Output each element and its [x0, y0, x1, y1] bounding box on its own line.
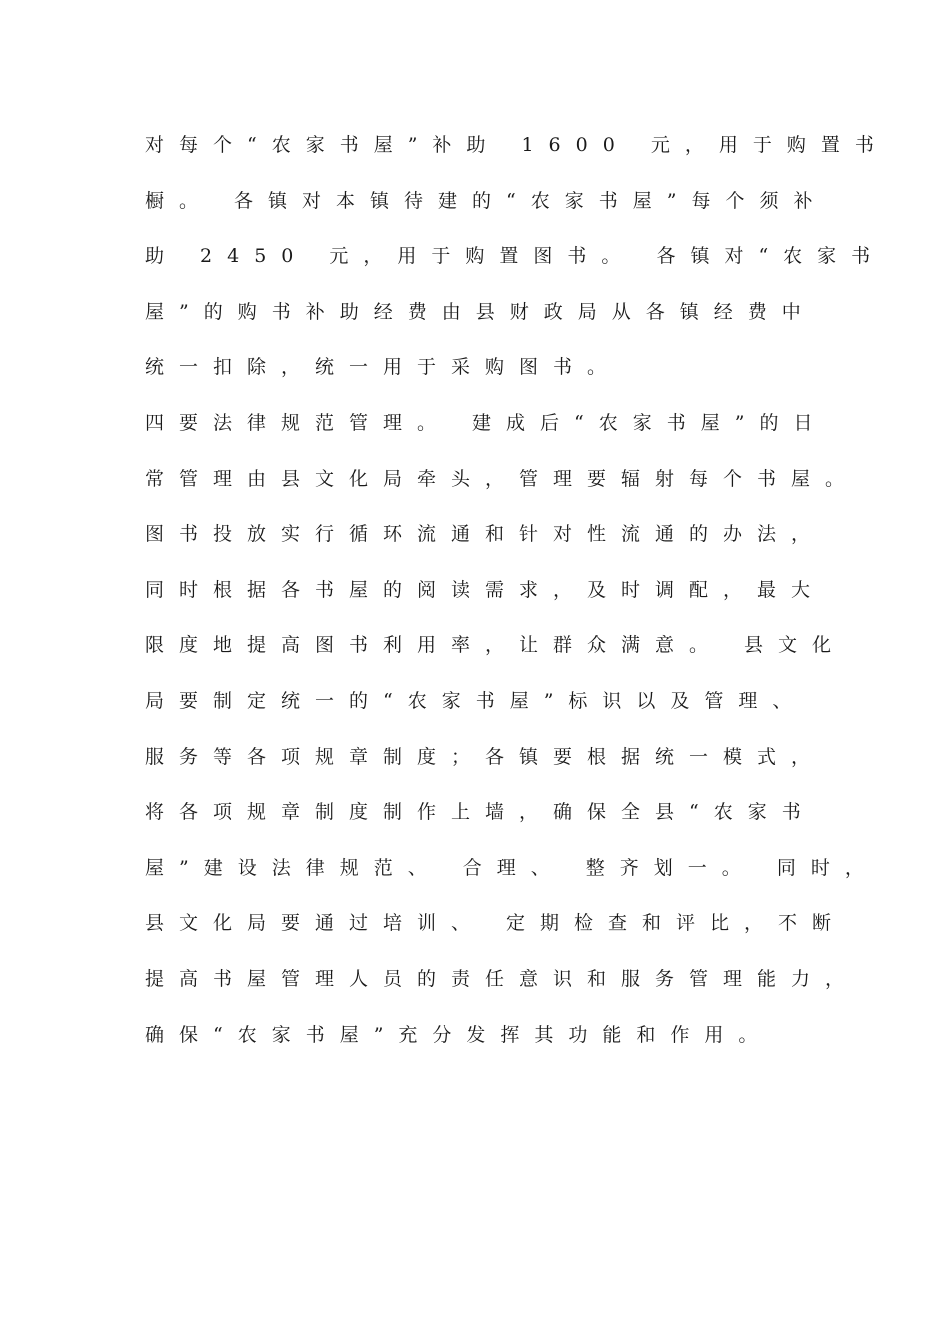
text-line: 将各项规章制度制作上墙，确保全县“农家书 — [145, 801, 816, 824]
text-line: 对每个“农家书屋”补助 1600 元，用于购置书 — [145, 134, 889, 156]
text-line: 常管理由县文化局牵头，管理要辐射每个书屋。 — [145, 467, 860, 490]
text-line: 橱。 各镇对本镇待建的“农家书屋”每个须补 — [145, 189, 828, 212]
document-body — [145, 125, 905, 1070]
text-line: 图书投放实行循环流通和针对性流通的办法， — [145, 523, 826, 546]
text-line: 同时根据各书屋的阅读需求，及时调配，最大 — [145, 578, 826, 601]
text-line: 屋”建设法律规范、 合理、 整齐划一。 同时， — [145, 856, 879, 879]
text-line: 局要制定统一的“农家书屋”标识以及管理、 — [145, 689, 807, 712]
text-line: 四要法律规范管理。 建成后“农家书屋”的日 — [145, 411, 828, 434]
text-line: 确保“农家书屋”充分发挥其功能和作用。 — [145, 1023, 773, 1046]
text-line: 屋”的购书补助经费由县财政局从各镇经费中 — [145, 300, 816, 323]
text-line: 服务等各项规章制度；各镇要根据统一模式， — [145, 745, 826, 768]
text-line: 助 2450 元，用于购置图书。 各镇对“农家书 — [145, 245, 886, 268]
text-line: 限度地提高图书利用率，让群众满意。 县文化 — [145, 634, 847, 657]
text-line: 县文化局要通过培训、 定期检查和评比，不断 — [145, 912, 847, 935]
text-line: 提高书屋管理人员的责任意识和服务管理能力， — [145, 967, 860, 990]
text-line: 统一扣除，统一用于采购图书。 — [145, 356, 622, 379]
